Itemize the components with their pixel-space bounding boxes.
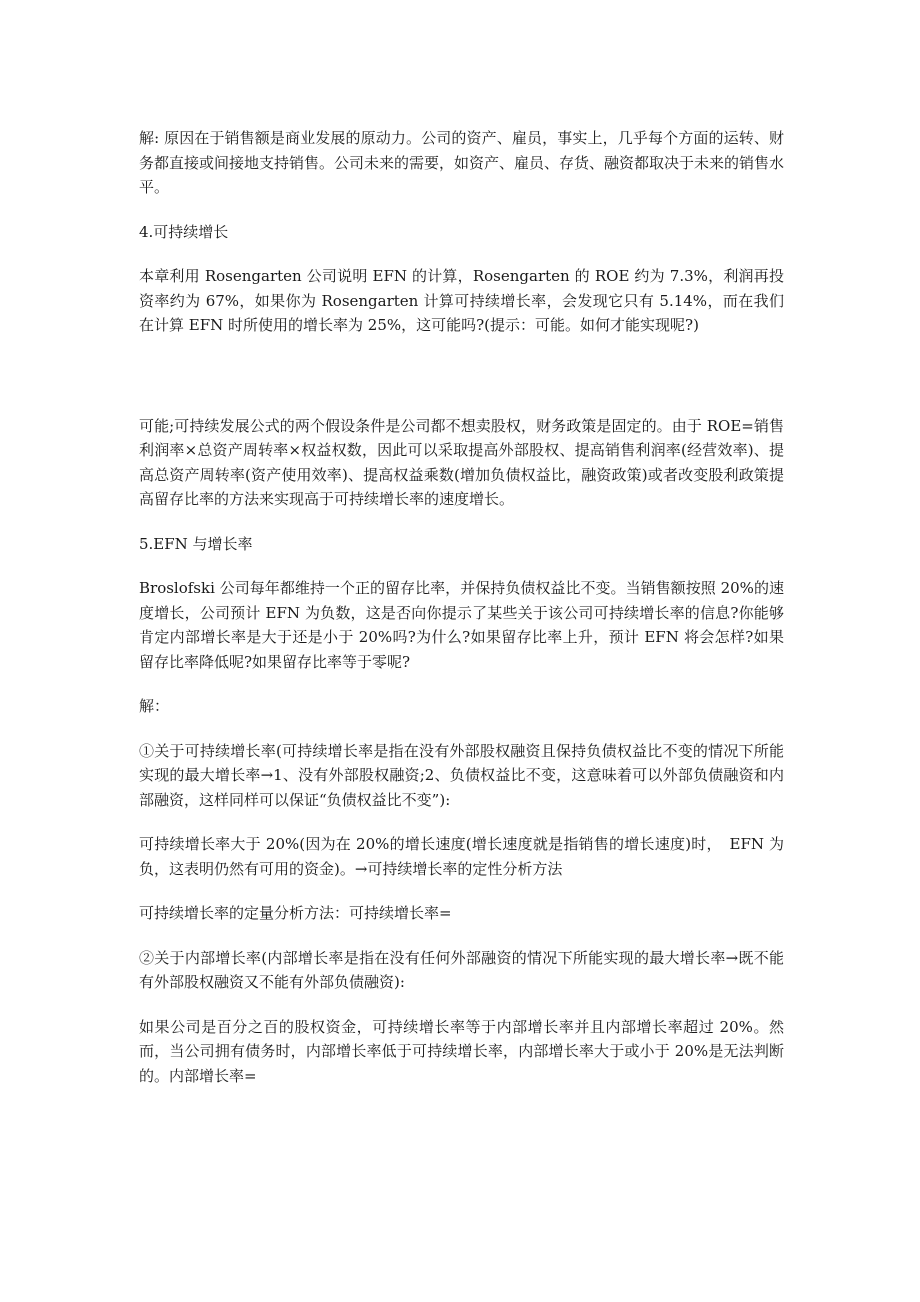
- answer-label: 解：: [139, 697, 170, 715]
- blank-spacer: [139, 358, 784, 414]
- sustainable-growth-quantitative: 可持续增长率的定量分析方法：可持续增长率=: [139, 904, 452, 922]
- question-paragraph-5: Broslofski 公司每年都维持一个正的留存比率，并保持负债权益比不变。当销售额按照 20%的速度增长，公司预计 EFN 为负数，这是否向你提示了某些关于该公司可持续增长率的信息?你能够肯定内部增长率是大于还是小于 20%吗?为什么?如果留存比率上升，预计 EFN 将会怎样?如果留存比率降低呢?如果留存比率等于零呢?: [139, 579, 784, 671]
- sustainable-growth-paragraph: ①关于可持续增长率(可持续增长率是指在没有外部股权融资且保持负债权益比不变的情况下所能实现的最大增长率→1、没有外部股权融资;2、负债权益比不变，这意味着可以外部负债融资和内部融资，这样同样可以保证“负债权益比不变”):: [139, 741, 784, 809]
- section-heading-5: 5.EFN 与增长率: [139, 534, 253, 553]
- document-page: [139, 126, 784, 1108]
- internal-growth-conclusion: 如果公司是百分之百的股权资金，可持续增长率等于内部增长率并且内部增长率超过 20%。然而，当公司拥有债务时，内部增长率低于可持续增长率，内部增长率大于或小于 20%是无法判断的。内部增长率=: [139, 1017, 784, 1085]
- answer-paragraph-1: 解: 原因在于销售额是商业发展的原动力。公司的资产、雇员，事实上，几乎每个方面的运转、财务都直接或间接地支持销售。公司未来的需要，如资产、雇员、存货、融资都取决于未来的销售水平。: [139, 129, 785, 196]
- answer-paragraph-4: 可能;可持续发展公式的两个假设条件是公司都不想卖股权，财务政策是固定的。由于 ROE=销售利润率×总资产周转率×权益权数，因此可以采取提高外部股权、提高销售利润率(经营效率)、提高总资产周转率(资产使用效率)、提高权益乘数(增加负债权益比，融资政策)或者改变股利政策提高留存比率的方法来实现高于可持续增长率的速度增长。: [139, 416, 784, 508]
- sustainable-growth-qualitative: 可持续增长率大于 20%(因为在 20%的增长速度(增长速度就是指销售的增长速度)时， EFN 为负，这表明仍然有可用的资金)。→可持续增长率的定性分析方法: [139, 835, 784, 878]
- internal-growth-paragraph: ②关于内部增长率(内部增长率是指在没有任何外部融资的情况下所能实现的最大增长率→既不能有外部股权融资又不能有外部负债融资):: [139, 948, 784, 991]
- question-paragraph-4: 本章利用 Rosengarten 公司说明 EFN 的计算，Rosengarten 的 ROE 约为 7.3%，利润再投资率约为 67%，如果你为 Rosengarten 计算可持续增长率，会发现它只有 5.14%，而在我们在计算 EFN 时所使用的增长率为 25%，这可能吗?(提示：可能。如何才能实现呢?): [139, 267, 784, 334]
- section-heading-4: 4.可持续增长: [139, 222, 229, 241]
